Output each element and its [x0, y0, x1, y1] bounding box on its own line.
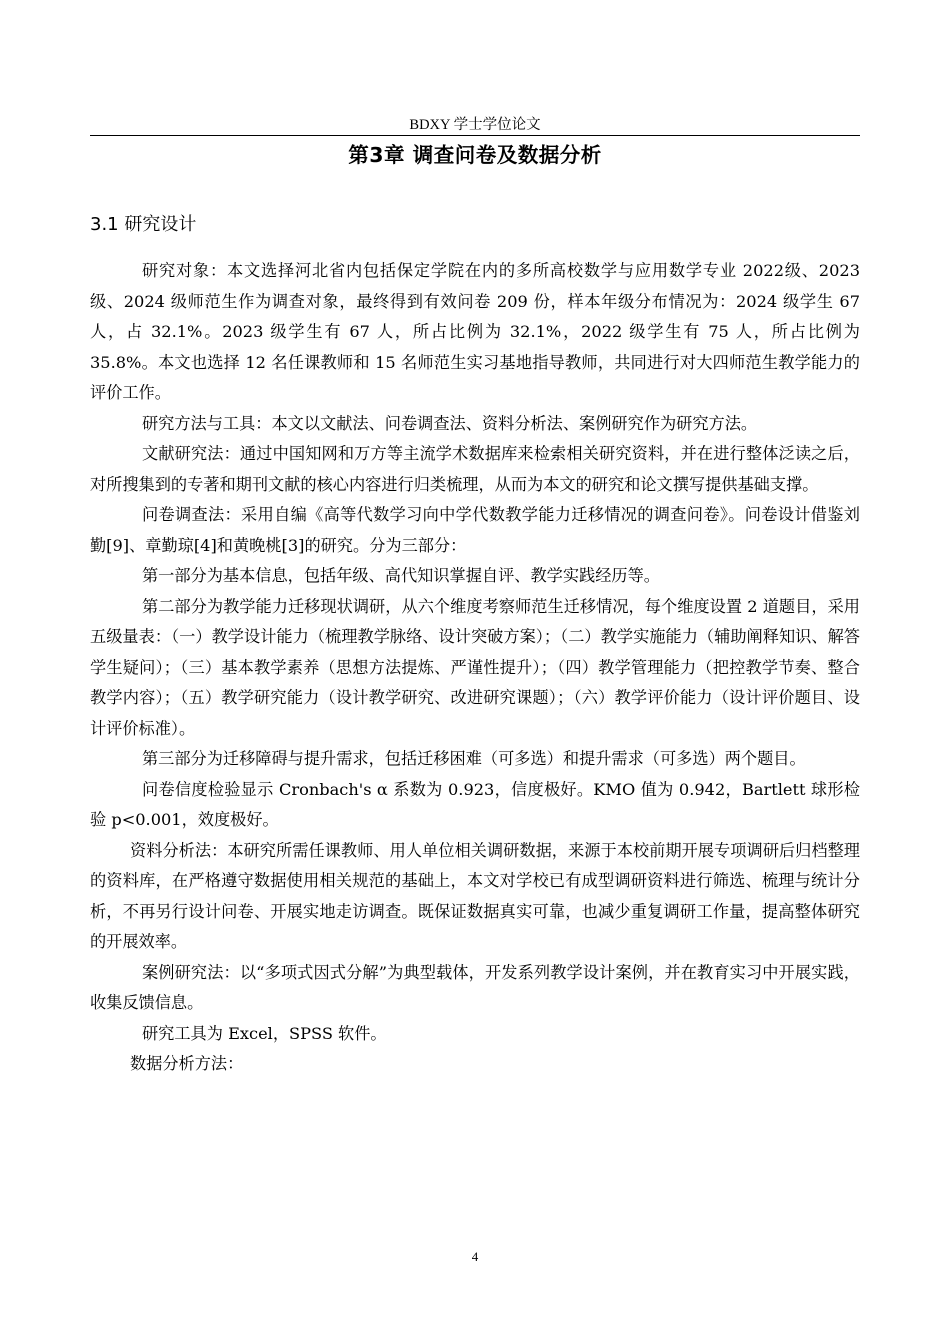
- page-number: 4: [471, 1249, 479, 1264]
- running-header: BDXY 学士学位论文: [409, 117, 541, 133]
- paragraph-data-analysis-method: 资料分析法：本研究所需任课教师、用人单位相关调研数据，来源于本校前期开展专项调研后归档整理的资料库，在严格遵守数据使用相关规范的基础上，本文对学校已有成型调研资料进行筛选、梳理与统计分析，不再另行设计问卷、开展实地走访调查。既保证数据真实可靠，也减少重复调研工作量，提高整体研究的开展效率。: [90, 840, 860, 951]
- paragraph-questionnaire-method: 问卷调查法：采用自编《高等代数学习向中学代数教学能力迁移情况的调查问卷》。问卷设计借鉴刘勤[9]、章勤琼[4]和黄晚桃[3]的研究。分为三部分：: [90, 505, 860, 555]
- paragraph-case-study: 案例研究法：以“多项式因式分解”为典型载体，开发系列教学设计案例，并在教育实习中开展实践，收集反馈信息。: [90, 962, 860, 1012]
- chapter-title: 第3章 调查问卷及数据分析: [348, 143, 602, 167]
- paragraph-analysis-methods: 数据分析方法：: [130, 1054, 244, 1073]
- paragraph-part-two: 第二部分为教学能力迁移现状调研，从六个维度考察师范生迁移情况，每个维度设置 2 道题目，采用五级量表：（一）教学设计能力（梳理教学脉络、设计突破方案）；（二）教学实施能力（辅助阐释知识、解答学生疑问）；（三）基本教学素养（思想方法提炼、严谨性提升）；（四）教学管理能力（把控教学节奏、整合教学内容）；（五）教学研究能力（设计教学研究、改进研究课题）；（六）教学评价能力（设计评价题目、设计评价标准）。: [90, 596, 860, 738]
- section-heading: 3.1 研究设计: [90, 214, 197, 235]
- body-text: [90, 256, 860, 1080]
- header-divider: [90, 135, 860, 136]
- paragraph-part-one: 第一部分为基本信息，包括年级、高代知识掌握自评、教学实践经历等。: [142, 566, 660, 585]
- paragraph-tools: 研究工具为 Excel，SPSS 软件。: [142, 1023, 387, 1043]
- paragraph-part-three: 第三部分为迁移障碍与提升需求，包括迁移困难（可多选）和提升需求（可多选）两个题目。: [142, 749, 806, 768]
- paragraph-research-subjects: 研究对象：本文选择河北省内包括保定学院在内的多所高校数学与应用数学专业 2022级、2023 级、2024 级师范生作为调查对象，最终得到有效问卷 209 份，样本年级分布情况为：2024 级学生 67 人，占 32.1%。2023 级学生有 67 人，所占比例为 32.1%，2022 级学生有 75 人，所占比例为 35.8%。本文也选择 12 名任课教师和 15 名师范生实习基地指导教师，共同进行对大四师范生教学能力的评价工作。: [90, 261, 860, 402]
- paragraph-reliability: 问卷信度检验显示 Cronbach's α 系数为 0.923，信度极好。KMO 值为 0.942，Bartlett 球形检验 p<0.001，效度极好。: [90, 779, 860, 829]
- paragraph-literature-method: 文献研究法：通过中国知网和万方等主流学术数据库来检索相关研究资料，并在进行整体泛读之后，对所搜集到的专著和期刊文献的核心内容进行归类梳理，从而为本文的研究和论文撰写提供基础支撑。: [90, 444, 860, 494]
- paragraph-methods-tools: 研究方法与工具：本文以文献法、问卷调查法、资料分析法、案例研究作为研究方法。: [142, 413, 758, 433]
